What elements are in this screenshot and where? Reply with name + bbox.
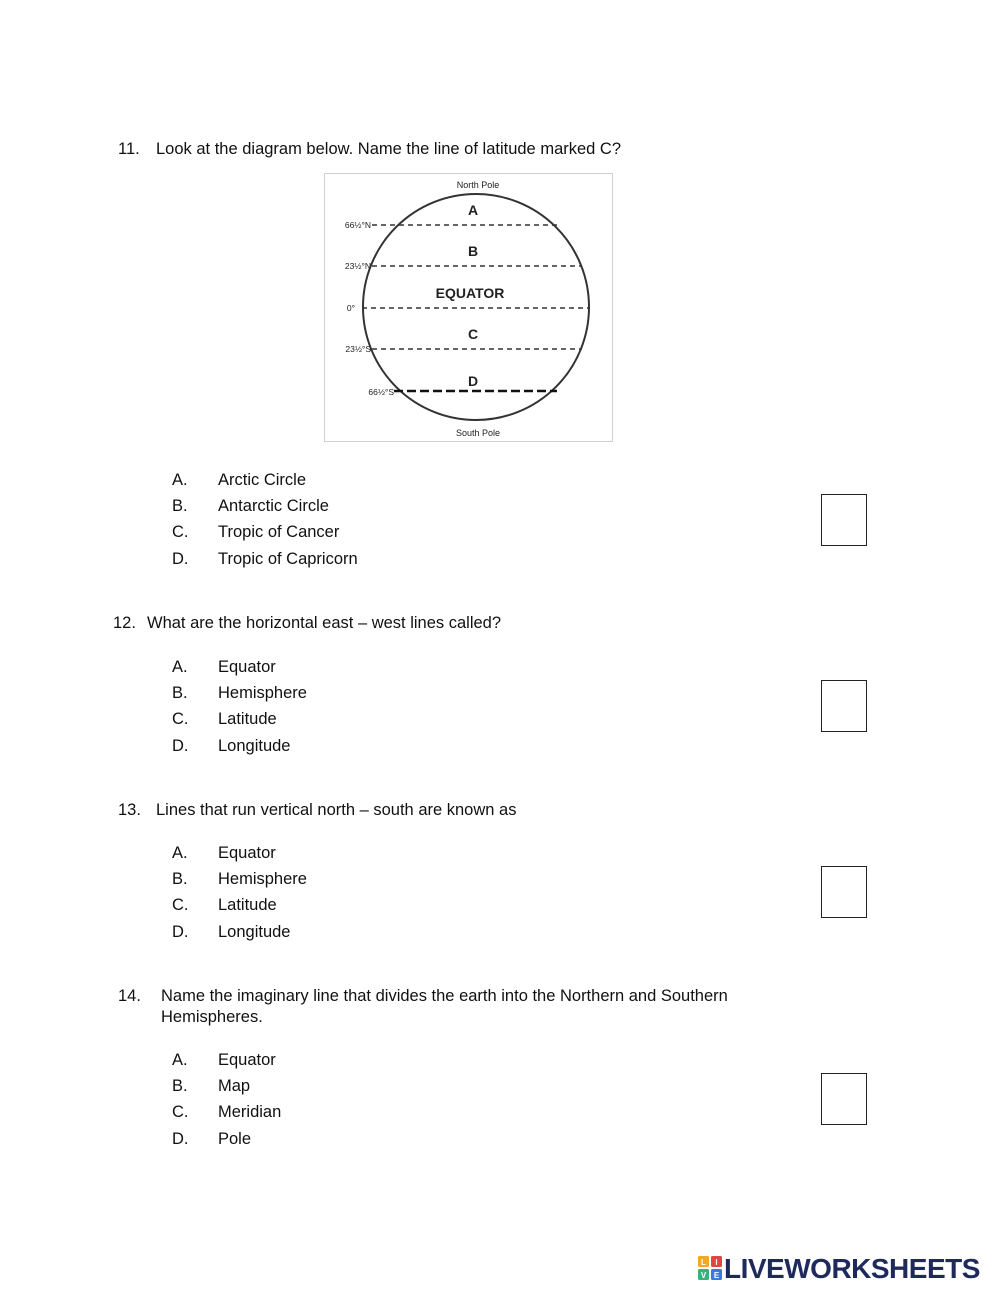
answer-box[interactable] (821, 680, 867, 732)
answer-box[interactable] (821, 1073, 867, 1125)
question-text: Lines that run vertical north – south are known as (156, 801, 517, 819)
zone-b-label: B (467, 243, 479, 259)
latitude-diagram (324, 173, 613, 442)
question-number: 13. (118, 801, 141, 819)
answer-box[interactable] (821, 866, 867, 918)
svg-text:I: I (715, 1258, 718, 1267)
latitude-0-label: 0° (346, 303, 355, 313)
question-number: 11. (118, 140, 140, 158)
question-text: What are the horizontal east – west lines called? (147, 614, 502, 632)
zone-c-label: C (467, 326, 479, 342)
equator-label: EQUATOR (435, 285, 505, 301)
svg-text:L: L (701, 1258, 706, 1267)
question-number: 14. (118, 987, 141, 1005)
zone-d-label: D (467, 373, 479, 389)
question-text: Look at the diagram below. Name the line of latitude marked C? (156, 140, 622, 158)
south-pole-label: South Pole (455, 428, 501, 438)
svg-text:E: E (713, 1271, 720, 1280)
question-text-line-1: Name the imaginary line that divides the earth into the Northern and Southern (161, 987, 728, 1005)
latitude-23n-label: 23½°N (344, 261, 371, 271)
liveworksheets-logo-icon (698, 1256, 722, 1284)
latitude-23s-label: 23½°S (345, 344, 371, 354)
answer-box[interactable] (821, 494, 867, 546)
svg-text:V: V (700, 1271, 707, 1280)
north-pole-label: North Pole (456, 180, 500, 190)
question-text-line-2: Hemispheres. (161, 1008, 263, 1026)
zone-a-label: A (467, 202, 479, 218)
liveworksheets-logo-text: LIVEWORKSHEETS (724, 1253, 980, 1284)
latitude-66s-label: 66½°S (368, 387, 394, 397)
question-number: 12. (113, 614, 136, 632)
latitude-66n-label: 66½°N (344, 220, 371, 230)
